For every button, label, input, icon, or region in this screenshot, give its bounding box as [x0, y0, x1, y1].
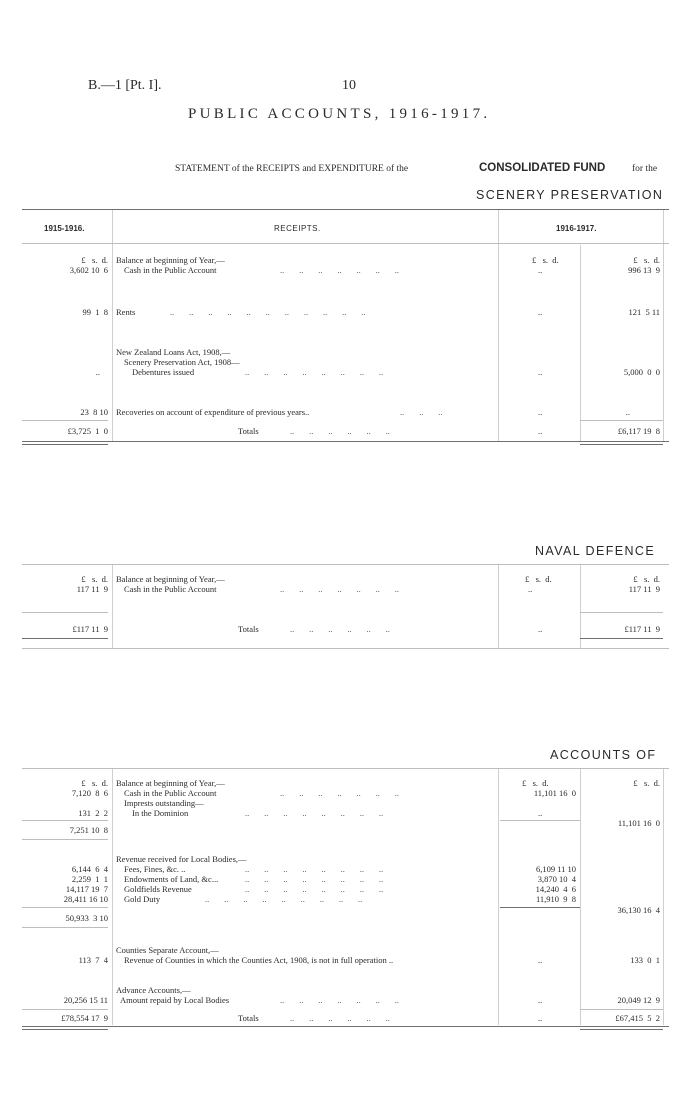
item-label: Recoveries on account of expenditure of previous years.. — [116, 407, 310, 417]
amount-mid: .. — [538, 307, 543, 317]
rule — [22, 1029, 108, 1030]
rule — [22, 638, 108, 639]
amount-prev: 131 2 2 — [78, 808, 108, 818]
rule — [22, 564, 669, 565]
col-divider — [112, 769, 113, 1025]
col-divider — [580, 769, 581, 1025]
lsd-header: £ s. d. — [525, 574, 552, 584]
rule — [580, 444, 663, 445]
subtotal-prev: 50,933 3 10 — [65, 913, 108, 923]
totals-prev: £78,554 17 9 — [61, 1013, 108, 1023]
item-label: Revenue received for Local Bodies,— — [116, 854, 247, 864]
page-title: PUBLIC ACCOUNTS, 1916-1917. — [188, 106, 491, 122]
item-label: Debentures issued — [132, 367, 195, 377]
leader-dots: .. .. .. .. .. .. .. .. — [245, 367, 384, 377]
item-label: Amount repaid by Local Bodies — [120, 995, 230, 1005]
lsd-header: £ s. d. — [81, 574, 108, 584]
totals-curr: £6,117 19 8 — [617, 426, 660, 436]
amount-mid: 6,109 11 10 — [535, 864, 576, 874]
subtotal-prev: 7,251 10 8 — [69, 825, 108, 835]
amount-mid: .. — [538, 367, 543, 377]
fund-name: CONSOLIDATED FUND — [479, 162, 606, 174]
amount-curr: 121 5 11 — [628, 307, 660, 317]
item-label: Balance at beginning of Year,— — [116, 255, 225, 265]
col-divider — [498, 565, 499, 649]
item-label: Cash in the Public Account — [124, 788, 217, 798]
leader-dots: .. .. .. .. .. .. — [290, 426, 390, 436]
item-label: Advance Accounts,— — [116, 985, 191, 995]
amount-prev: 99 1 8 — [82, 307, 108, 317]
amount-mid: .. — [538, 955, 543, 965]
amount-curr: 5,000 0 0 — [623, 367, 660, 377]
leader-dots: .. .. .. .. .. .. .. .. — [245, 864, 384, 874]
lsd-header: £ s. d. — [633, 574, 660, 584]
rule — [22, 441, 669, 442]
item-label: Endowments of Land, &c... — [124, 874, 219, 884]
amount-curr: .. — [625, 407, 630, 417]
amount-mid: 14,240 4 6 — [535, 884, 576, 894]
col-divider — [663, 210, 664, 442]
amount-prev: 113 7 4 — [78, 955, 108, 965]
amount-mid: 11,910 9 8 — [535, 894, 576, 904]
col-header-curr: 1916-1917. — [556, 224, 597, 233]
rule — [22, 420, 108, 421]
rule — [500, 820, 580, 821]
rule — [580, 638, 663, 639]
leader-dots: .. .. .. .. .. .. .. — [280, 265, 399, 275]
amount-prev: 28,411 16 10 — [63, 894, 108, 904]
amount-mid: 3,870 10 4 — [537, 874, 576, 884]
item-label: In the Dominion — [132, 808, 189, 818]
rule — [22, 612, 108, 613]
rule — [22, 927, 108, 928]
amount-curr: 996 13 9 — [628, 265, 660, 275]
item-label: Goldfields Revenue — [124, 884, 192, 894]
document-code: B.—1 [Pt. I]. — [88, 78, 162, 93]
amount-prev: 23 8 10 — [80, 407, 108, 417]
leader-dots: .. .. .. .. .. .. — [290, 624, 390, 634]
amount-curr: 20,049 12 9 — [617, 995, 660, 1005]
leader-dots: .. .. .. .. .. .. .. — [280, 788, 399, 798]
rule — [22, 209, 669, 210]
col-divider — [498, 210, 499, 442]
leader-dots: .. .. .. .. .. .. .. .. — [245, 884, 384, 894]
rule — [22, 648, 669, 649]
amount-mid: .. — [538, 426, 543, 436]
col-divider — [112, 565, 113, 649]
amount-curr: 133 0 1 — [630, 955, 660, 965]
totals-prev: £117 11 9 — [72, 624, 108, 634]
page-number: 10 — [342, 78, 356, 93]
leader-dots: .. .. .. — [400, 407, 443, 417]
amount-prev: 20,256 15 11 — [63, 995, 108, 1005]
lsd-header: £ s. d. — [532, 255, 559, 265]
lsd-header: £ s. d. — [633, 778, 660, 788]
amount-curr: 11,101 16 0 — [617, 818, 660, 828]
item-label: Fees, Fines, &c. .. — [124, 864, 186, 874]
rule — [22, 768, 669, 769]
amount-mid: .. — [538, 624, 543, 634]
amount-prev: .. — [95, 367, 100, 377]
amount-prev: 7,120 8 6 — [71, 788, 108, 798]
amount-curr: 117 11 9 — [628, 584, 660, 594]
rule — [22, 907, 108, 908]
rule — [22, 444, 108, 445]
item-label: Counties Separate Account,— — [116, 945, 219, 955]
totals-prev: £3,725 1 0 — [67, 426, 108, 436]
section-heading-naval: NAVAL DEFENCE — [535, 544, 656, 558]
item-label: Gold Duty — [124, 894, 161, 904]
rule — [22, 839, 108, 840]
rule — [500, 907, 580, 908]
item-label: Balance at beginning of Year,— — [116, 778, 225, 788]
item-label: Cash in the Public Account — [124, 584, 217, 594]
statement-prefix: STATEMENT of the RECEIPTS and EXPENDITURE of the — [175, 164, 409, 174]
item-label: Revenue of Counties in which the Counties Act, 1908, is not in full operation .. — [124, 955, 394, 965]
rule — [580, 420, 663, 421]
amount-prev: 117 11 9 — [76, 584, 108, 594]
col-header-prev: 1915-1916. — [44, 224, 85, 233]
item-label: Cash in the Public Account — [124, 265, 217, 275]
totals-curr: £117 11 9 — [624, 624, 660, 634]
leader-dots: .. .. .. .. .. .. .. .. — [245, 808, 384, 818]
col-divider — [112, 210, 113, 442]
amount-mid: .. — [538, 407, 543, 417]
col-divider — [580, 565, 581, 649]
amount-prev: 6,144 6 4 — [71, 864, 108, 874]
leader-dots: .. .. .. .. .. .. .. .. .. — [205, 894, 363, 904]
rule — [580, 612, 663, 613]
totals-label: Totals — [238, 1013, 259, 1023]
amount-prev: 14,117 19 7 — [65, 884, 108, 894]
col-divider — [663, 769, 664, 1025]
section-heading-scenery: SCENERY PRESERVATION — [476, 188, 664, 202]
amount-prev: 3,602 10 6 — [69, 265, 108, 275]
amount-mid: 11,101 16 0 — [533, 788, 576, 798]
item-label: Rents — [116, 307, 136, 317]
rule — [22, 243, 669, 244]
item-label: Balance at beginning of Year,— — [116, 574, 225, 584]
lsd-header: £ s. d. — [81, 255, 108, 265]
lsd-header: £ s. d. — [81, 778, 108, 788]
amount-mid: .. — [538, 265, 543, 275]
leader-dots: .. .. .. .. .. .. .. .. .. .. .. — [170, 307, 366, 317]
rule — [22, 820, 108, 821]
item-label: Imprests outstanding— — [124, 798, 204, 808]
lsd-header: £ s. d. — [633, 255, 660, 265]
leader-dots: .. .. .. .. .. .. .. — [280, 584, 399, 594]
statement-suffix: for the — [632, 164, 658, 174]
amount-prev: 2,259 1 1 — [71, 874, 108, 884]
totals-curr: £67,415 5 2 — [615, 1013, 660, 1023]
amount-mid: .. — [538, 808, 543, 818]
col-divider — [498, 769, 499, 1025]
totals-label: Totals — [238, 426, 259, 436]
col-header-receipts: RECEIPTS. — [274, 224, 321, 233]
item-label: New Zealand Loans Act, 1908,— — [116, 347, 231, 357]
item-label: Scenery Preservation Act, 1908— — [124, 357, 240, 367]
amount-mid: .. — [538, 995, 543, 1005]
amount-mid: .. — [538, 1013, 543, 1023]
rule — [580, 1029, 663, 1030]
leader-dots: .. .. .. .. .. .. .. — [280, 995, 399, 1005]
amount-mid: .. — [528, 584, 533, 594]
section-heading-accounts: ACCOUNTS OF — [550, 748, 657, 762]
lsd-header: £ s. d. — [522, 778, 549, 788]
totals-label: Totals — [238, 624, 259, 634]
rule — [22, 1009, 108, 1010]
rule — [580, 1009, 663, 1010]
rule — [22, 1026, 669, 1027]
amount-curr: 36,130 16 4 — [617, 905, 660, 915]
leader-dots: .. .. .. .. .. .. — [290, 1013, 390, 1023]
leader-dots: .. .. .. .. .. .. .. .. — [245, 874, 384, 884]
